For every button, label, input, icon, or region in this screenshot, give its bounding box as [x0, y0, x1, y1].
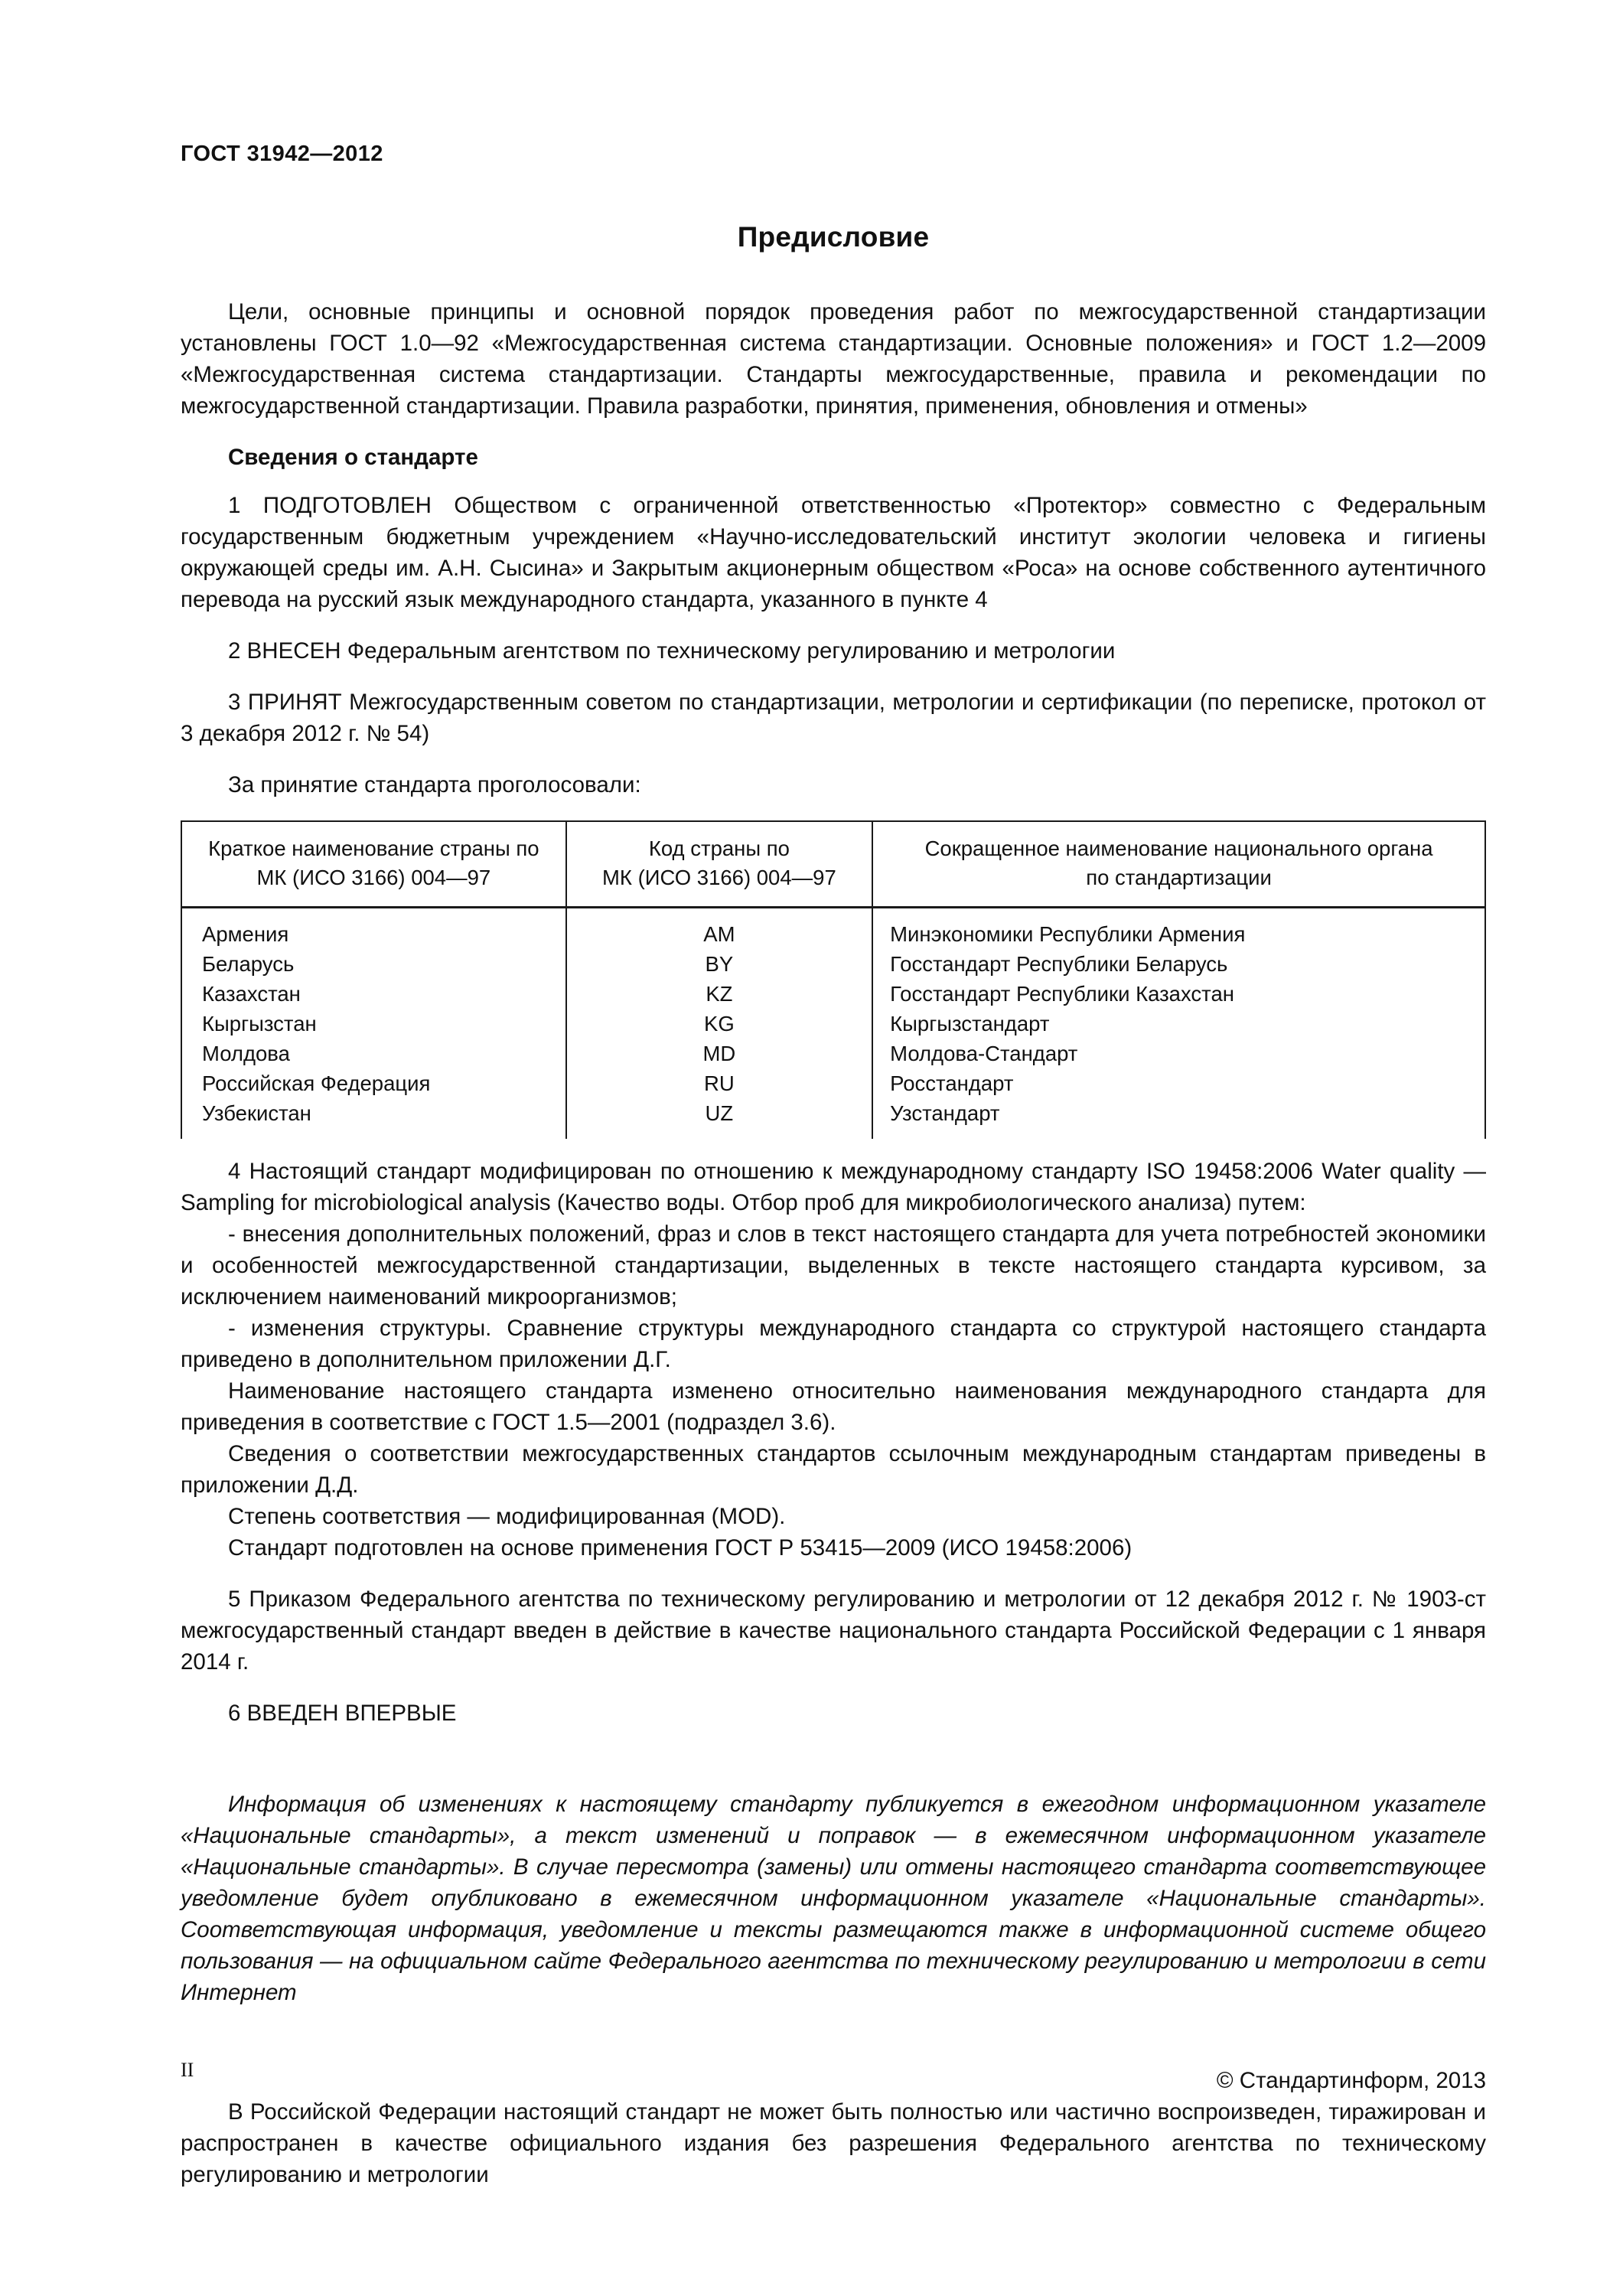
cell-country-code: RU [566, 1068, 872, 1098]
table-header-row [181, 821, 1485, 908]
enactment-item-5: 5 Приказом Федерального агентства по техническому регулированию и метрологии от 12 декабря 2012 г. № 1903-ст межгосударственный стандарт введен в действие в качестве национального стандарта Российской Федерации с 1 января 2014 г. [181, 1586, 1486, 1675]
modification-note-references: Сведения о соответствии межгосударственных стандартов ссылочным международным стандартам приведены в приложении Д.Д. [181, 1440, 1486, 1498]
modification-item-4: 4 Настоящий стандарт модифицирован по отношению к международному стандарту ISO 19458:2006 Water quality — Sampling for microbiological analysis (Качество воды. Отбор проб для микробиологического анализа) путем: [181, 1158, 1486, 1215]
vote-lead-in: За принятие стандарта проголосовали: [228, 771, 641, 797]
cell-national-body: Кыргызстандарт [872, 1009, 1485, 1039]
cell-country-name: Армения [181, 907, 566, 949]
cell-country-name: Беларусь [181, 949, 566, 979]
running-head: ГОСТ 31942—2012 [181, 142, 383, 166]
standard-info-item-1: 1 ПОДГОТОВЛЕН Обществом с ограниченной ответственностью «Протектор» совместно с Федеральным государственным бюджетным учреждением «Научно-исследовательский институт экологии человека и гигиены окружающей среды им. А.Н. Сысина» и Закрытым акционерным обществом «Роса» на основе собственного аутентичного перевода на русский язык международного стандарта, указанного в пункте 4 [181, 492, 1486, 612]
standard-info-item-2: 2 ВНЕСЕН Федеральным агентством по техническому регулированию и метрологии [228, 638, 1116, 664]
cell-country-code: MD [566, 1039, 872, 1068]
modification-note-title-change: Наименование настоящего стандарта изменено относительно наименования международного стандарта для приведения в соответствие с ГОСТ 1.5—2001 (подраздел 3.6). [181, 1378, 1486, 1435]
column-header-country-name-line1: Краткое наименование страны по [208, 836, 539, 860]
table-head [181, 821, 1485, 908]
modification-bullet-1: - внесения дополнительных положений, фраз и слов в текст настоящего стандарта для учета потребностей экономики и особенностей межгосударственной стандартизации, выделенных в тексте настоящего стандарта курсивом, за исключением наименований микроорганизмов; [181, 1221, 1486, 1309]
amendment-notice-text: Информация об изменениях к настоящему стандарту публикуется в ежегодном информационном указателе «Национальные стандарты», а текст изменений и поправок — в ежемесячном информационном указателе «Национальные стандарты». В случае пересмотра (замены) или отмены настоящего стандарта соответствующее уведомление будет опубликовано в ежемесячном информационном указателе «Национальные стандарты». Соответствующая информация, уведомление и тексты размещаются также в информационной системе общего пользования — на официальном сайте Федерального агентства по техническому регулированию и метрологии в сети Интернет [181, 1791, 1486, 2005]
modification-bullet-2: - изменения структуры. Сравнение структуры международного стандарта со структурой настоящего стандарта приведено в дополнительном приложении Д.Г. [181, 1315, 1486, 1372]
cell-country-code: KZ [566, 979, 872, 1009]
amendment-notice-block [181, 1789, 1486, 2008]
voting-countries-table [181, 820, 1486, 1139]
table-row [181, 907, 1485, 949]
cell-country-name: Узбекистан [181, 1098, 566, 1139]
column-header-national-body-line1: Сокращенное наименование национального органа [924, 836, 1433, 860]
copyright-line: © Стандартинформ, 2013 [1216, 2067, 1486, 2093]
cell-country-name: Кыргызстан [181, 1009, 566, 1039]
page-number: II [181, 2059, 194, 2081]
cell-national-body: Росстандарт [872, 1068, 1485, 1098]
cell-country-code: UZ [566, 1098, 872, 1139]
column-header-country-code [566, 821, 872, 908]
table-body [181, 907, 1485, 1139]
table-row [181, 1039, 1485, 1068]
modification-note-degree: Степень соответствия — модифицированная (MOD). [228, 1503, 786, 1529]
standard-info-item-3: 3 ПРИНЯТ Межгосударственным советом по стандартизации, метрологии и сертификации (по переписке, протокол от 3 декабря 2012 г. № 54) [181, 689, 1486, 746]
reproduction-note: В Российской Федерации настоящий стандарт не может быть полностью или частично воспроизведен, тиражирован и распространен в качестве официального издания без разрешения Федерального агентства по техническому регулированию и метрологии [181, 2099, 1486, 2187]
cell-country-name: Казахстан [181, 979, 566, 1009]
column-header-country-code-line1: Код страны по [648, 836, 790, 860]
table-row [181, 979, 1485, 1009]
cell-country-code: BY [566, 949, 872, 979]
column-header-national-body-line2: по стандартизации [1086, 865, 1272, 889]
cell-country-name: Российская Федерация [181, 1068, 566, 1098]
table-row [181, 1068, 1485, 1098]
table-row [181, 1009, 1485, 1039]
page-content [181, 142, 1486, 2201]
cell-national-body: Молдова-Стандарт [872, 1039, 1485, 1068]
enactment-item-6: 6 ВВЕДЕН ВПЕРВЫЕ [228, 1700, 457, 1726]
page-title: Предисловие [737, 220, 930, 253]
standard-info-heading: Сведения о стандарте [228, 444, 478, 470]
modification-note-basis: Стандарт подготовлен на основе применения ГОСТ Р 53415—2009 (ИСО 19458:2006) [228, 1534, 1133, 1561]
intro-paragraph: Цели, основные принципы и основной порядок проведения работ по межгосударственной стандартизации установлены ГОСТ 1.0—92 «Межгосударственная система стандартизации. Основные положения» и ГОСТ 1.2—2009 «Межгосударственная система стандартизации. Стандарты межгосударственные, правила и рекомендации по межгосударственной стандартизации. Правила разработки, принятия, применения, обновления и отмены» [181, 298, 1486, 419]
cell-national-body: Минэкономики Республики Армения [872, 907, 1485, 949]
cell-national-body: Узстандарт [872, 1098, 1485, 1139]
column-header-country-code-line2: МК (ИСО 3166) 004—97 [602, 865, 836, 889]
cell-country-code: KG [566, 1009, 872, 1039]
cell-country-name: Молдова [181, 1039, 566, 1068]
column-header-country-name-line2: МК (ИСО 3166) 004—97 [256, 865, 491, 889]
column-header-national-body [872, 821, 1485, 908]
cell-country-code: AM [566, 907, 872, 949]
cell-national-body: Госстандарт Республики Беларусь [872, 949, 1485, 979]
table-row [181, 949, 1485, 979]
table-row [181, 1098, 1485, 1139]
column-header-country-name [181, 821, 566, 908]
cell-national-body: Госстандарт Республики Казахстан [872, 979, 1485, 1009]
